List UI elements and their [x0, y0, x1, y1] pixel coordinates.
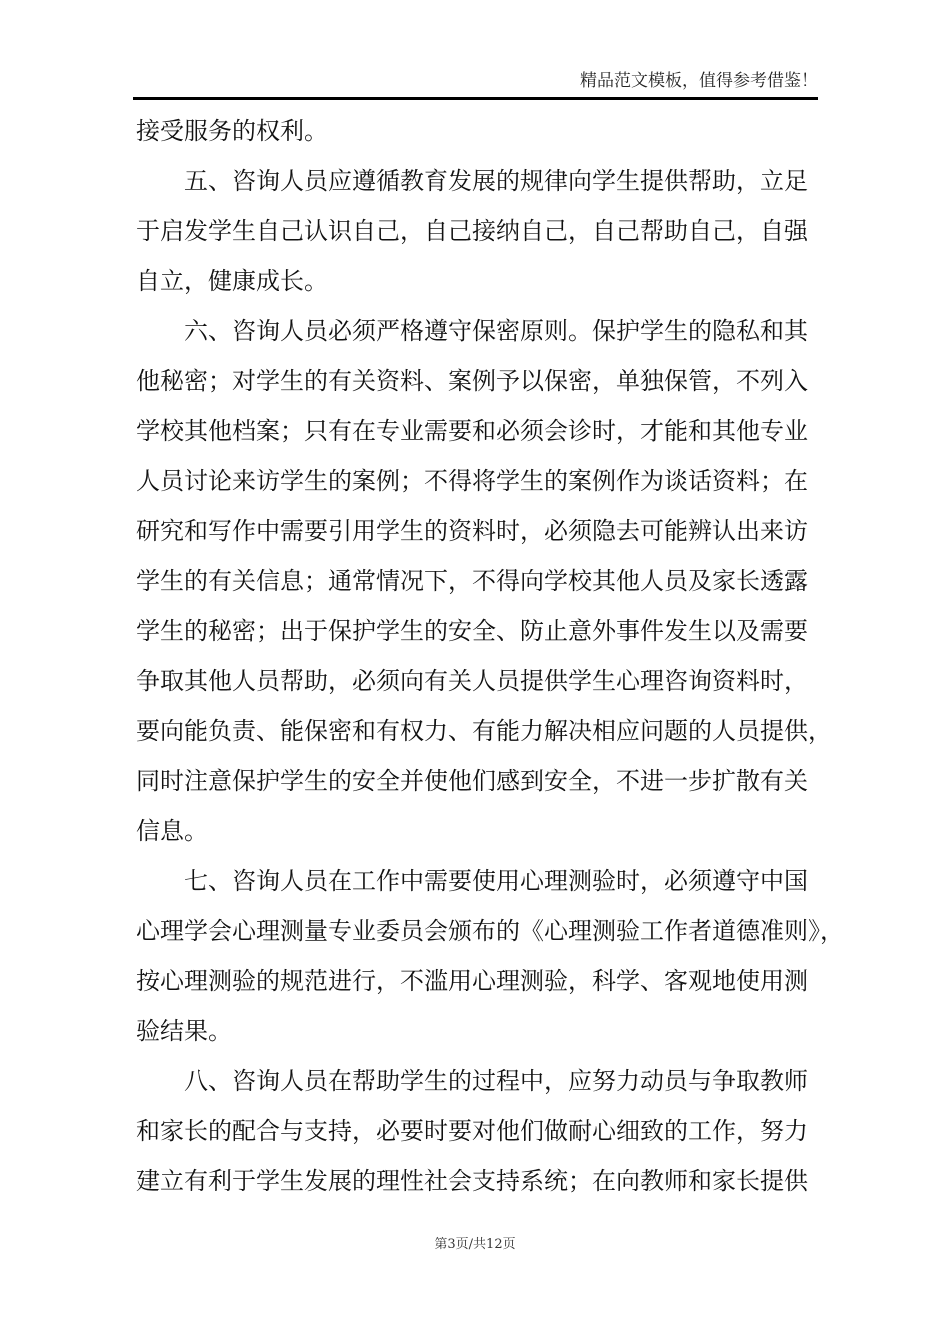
- text-line: 验结果。: [136, 1017, 232, 1045]
- text-line: 和家长的配合与支持，必要时要对他们做耐心细致的工作，努力: [136, 1117, 808, 1145]
- header-divider: [133, 97, 818, 100]
- text-line: 建立有利于学生发展的理性社会支持系统；在向教师和家长提供: [136, 1167, 808, 1195]
- text-line: 八、咨询人员在帮助学生的过程中，应努力动员与争取教师: [184, 1067, 808, 1095]
- text-line: 信息。: [136, 817, 208, 845]
- text-line: 他秘密；对学生的有关资料、案例予以保密，单独保管，不列入: [136, 367, 808, 395]
- page-number: 第3页/共12页: [434, 1237, 516, 1252]
- text-line: 学校其他档案；只有在专业需要和必须会诊时，才能和其他专业: [136, 417, 808, 445]
- text-line: 按心理测验的规范进行，不滥用心理测验，科学、客观地使用测: [136, 967, 808, 995]
- text-line: 争取其他人员帮助，必须向有关人员提供学生心理咨询资料时，: [136, 667, 808, 695]
- text-line: 学生的秘密；出于保护学生的安全、防止意外事件发生以及需要: [136, 617, 808, 645]
- document-body: [136, 106, 844, 1206]
- text-line: 研究和写作中需要引用学生的资料时，必须隐去可能辨认出来访: [136, 517, 808, 545]
- text-line: 六、咨询人员必须严格遵守保密原则。保护学生的隐私和其: [184, 317, 808, 345]
- text-line: 接受服务的权利。: [136, 117, 328, 145]
- page-header: 精品范文模板，值得参考借鉴！: [580, 71, 818, 91]
- text-line: 要向能负责、能保密和有权力、有能力解决相应问题的人员提供，: [136, 717, 832, 745]
- text-line: 自立，健康成长。: [136, 267, 328, 295]
- text-line: 人员讨论来访学生的案例；不得将学生的案例作为谈话资料；在: [136, 467, 808, 495]
- text-line: 七、咨询人员在工作中需要使用心理测验时，必须遵守中国: [184, 867, 808, 895]
- text-line: 学生的有关信息；通常情况下，不得向学校其他人员及家长透露: [136, 567, 808, 595]
- text-line: 同时注意保护学生的安全并使他们感到安全，不进一步扩散有关: [136, 767, 808, 795]
- text-line: 心理学会心理测量专业委员会颁布的《心理测验工作者道德准则》，: [136, 917, 844, 945]
- text-line: 五、咨询人员应遵循教育发展的规律向学生提供帮助，立足: [184, 167, 808, 195]
- text-line: 于启发学生自己认识自己，自己接纳自己，自己帮助自己，自强: [136, 217, 808, 245]
